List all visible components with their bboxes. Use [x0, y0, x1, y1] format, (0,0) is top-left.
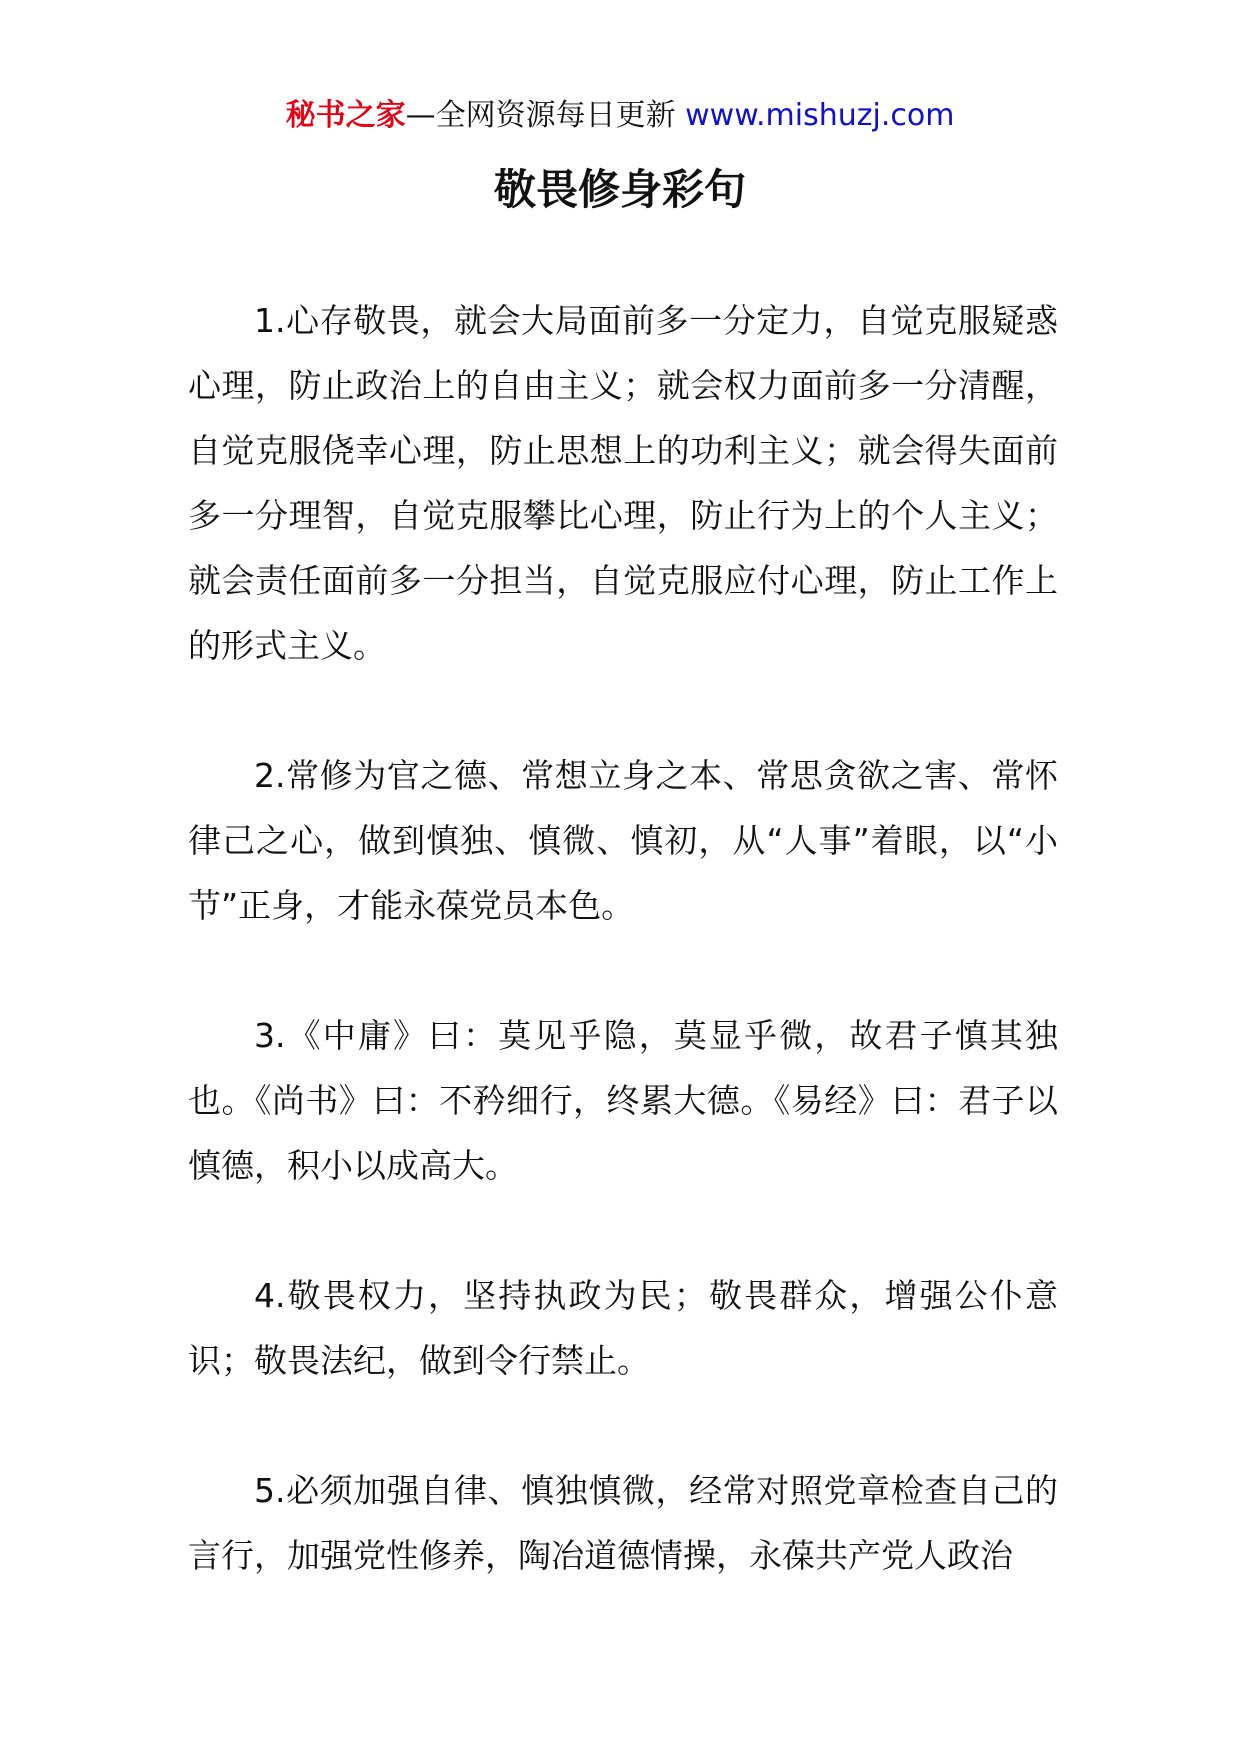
paragraph-1: 1.心存敬畏，就会大局面前多一分定力，自觉克服疑惑心理，防止政治上的自由主义；就会权力面前多一分清醒，自觉克服侥幸心理，防止思想上的功利主义；就会得失面前多一分理智，自觉克服攀比心理，防止行为上的个人主义；就会责任面前多一分担当，自觉克服应付心理，防止工作上的形式主义。: [188, 301, 1058, 665]
paragraph-5: 5.必须加强自律、慎独慎微，经常对照党章检查自己的言行，加强党性修养，陶冶道德情操，永葆共产党人政治: [188, 1471, 1058, 1575]
paragraph-2: 2.常修为官之德、常想立身之本、常思贪欲之害、常怀律己之心，做到慎独、慎微、慎初，从“人事”着眼，以“小节”正身，才能永葆党员本色。: [188, 756, 1058, 925]
site-url-link[interactable]: www.mishuzj.com: [685, 98, 955, 133]
document-title: 敬畏修身彩句: [493, 165, 746, 214]
site-header: [0, 96, 1240, 136]
paragraph-3: 3.《中庸》曰：莫见乎隐，莫显乎微，故君子慎其独也。《尚书》曰：不矜细行，终累大德。《易经》曰：君子以慎德，积小以成高大。: [188, 1016, 1058, 1185]
header-slogan: —全网资源每日更新: [405, 98, 686, 133]
brand-name: 秘书之家: [285, 98, 406, 133]
paragraph-4: 4.敬畏权力，坚持执政为民；敬畏群众，增强公仆意识；敬畏法纪，做到令行禁止。: [188, 1276, 1058, 1380]
document-body: [188, 288, 1058, 1653]
